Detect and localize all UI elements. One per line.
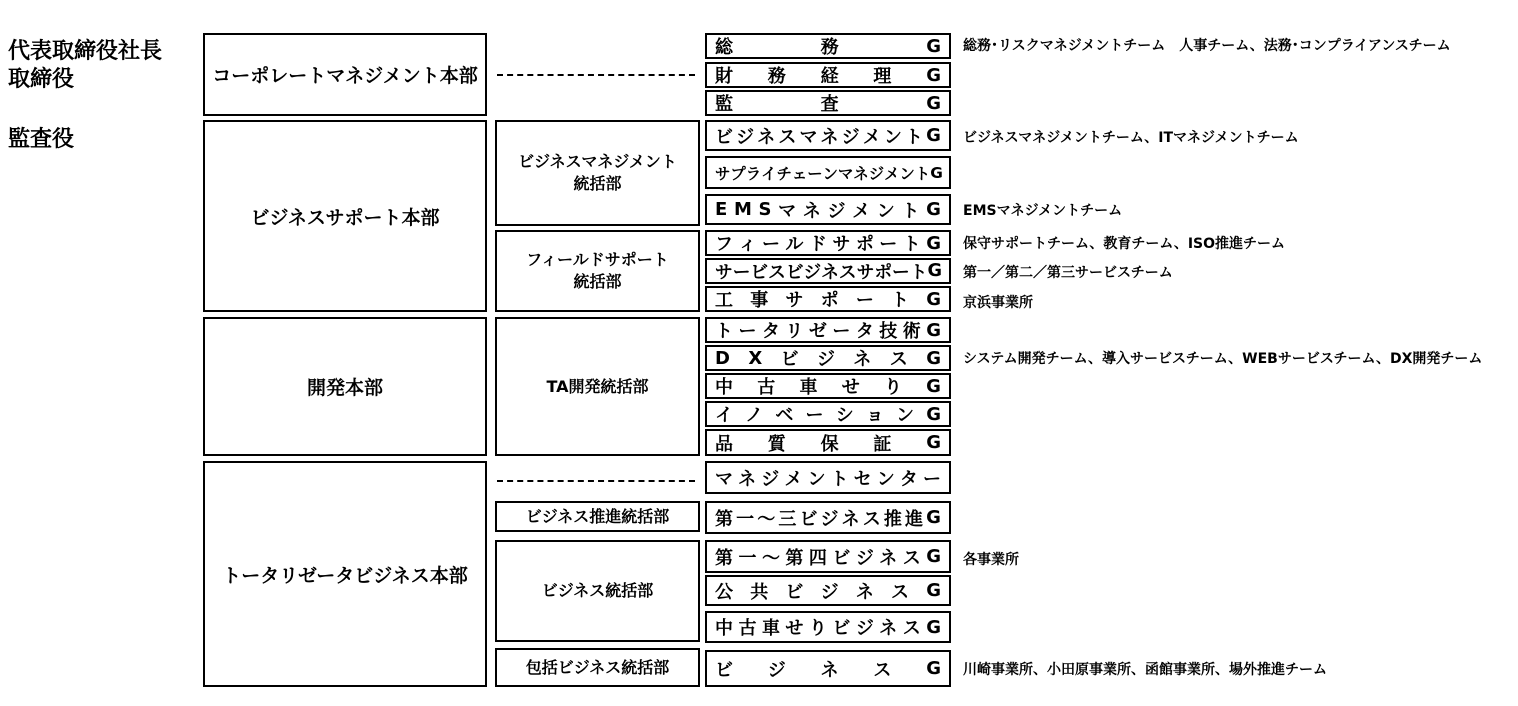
group-label-char: 経 (820, 66, 839, 87)
group-label-char: ノ (745, 405, 764, 426)
group-label-char: ポ (820, 290, 839, 311)
div-business-promotion-label: ビジネス推進統括部 (525, 506, 670, 526)
div-comprehensive-label: 包括ビジネス統括部 (525, 657, 670, 677)
group-label-char: メ (784, 468, 803, 490)
dashed-connector-corporate (497, 74, 695, 76)
group-business-promotion (705, 501, 951, 534)
group-label-char: 公 (715, 581, 733, 603)
group-label-char: 中 (715, 618, 733, 639)
group-label-char: ン (883, 126, 902, 148)
group-label-char: メ (884, 164, 900, 183)
group-label-char: S (758, 199, 772, 220)
group-ems-management (705, 194, 951, 225)
group-label-char: 推 (883, 508, 902, 530)
group-label-char: ビ (750, 262, 769, 283)
group-business (705, 650, 951, 687)
group-label-char: G (926, 403, 941, 425)
group-label-char: ビ (785, 262, 804, 283)
note-offices: 各事業所 (963, 552, 1019, 568)
group-label-char: G (926, 616, 941, 638)
group-label-char: ビ (715, 659, 733, 681)
group-label-char: ジ (820, 508, 839, 530)
group-label-char: ネ (879, 547, 898, 569)
group-label-char: G (926, 580, 941, 601)
group-label-char: 共 (750, 581, 769, 603)
group-label-char: ゼ (808, 321, 827, 342)
group-finance-accounting (705, 62, 951, 88)
group-label-char: ン (876, 468, 895, 490)
group-label-char: G (926, 35, 941, 57)
group-label-char: ェ (791, 164, 808, 183)
group-label-char: セ (853, 468, 872, 490)
div-business-management (495, 120, 700, 226)
group-service-business-support (705, 258, 951, 284)
note-ems: EMSマネジメントチーム (963, 203, 1123, 219)
group-totalizator-tech (705, 317, 951, 343)
group-label-char: フ (715, 234, 733, 255)
group-label-char: 一 (736, 508, 755, 530)
group-label-char: プ (730, 164, 746, 183)
group-label-char: ト (715, 321, 733, 342)
group-label-char: ジ (761, 468, 780, 490)
group-label-char: ネ (802, 200, 821, 222)
group-label-char: ジ (841, 126, 860, 148)
group-label-char: ト (902, 234, 921, 255)
group-label-char: G (926, 375, 941, 397)
group-label-char: ス (862, 508, 881, 530)
exec-president: 代表取締役社長 (8, 39, 163, 64)
group-label-char: ト (901, 200, 920, 222)
group-label-char: メ (862, 126, 881, 148)
group-label-char: ネ (757, 126, 776, 148)
group-innovation (705, 401, 951, 427)
group-label-char: ョ (865, 405, 884, 426)
group-quality-assurance (705, 429, 951, 456)
group-label-char: G (926, 125, 941, 146)
group-label-char: ジ (855, 618, 874, 639)
group-label-char: ビ (832, 618, 851, 639)
div-ta-development (495, 317, 700, 456)
group-label-char: 品 (715, 433, 733, 455)
group-label-char: ト (830, 468, 849, 490)
group-label-char: ネ (820, 659, 839, 681)
group-label-char: 監 (715, 94, 733, 115)
group-label-char: 保 (820, 433, 839, 455)
group-label-char: サ (856, 262, 875, 283)
note-business-management: ビジネスマネジメントチーム、ITマネジメントチーム (963, 130, 1299, 146)
div-business-management-line2: 統括部 (573, 174, 622, 193)
group-label-char: G (926, 432, 941, 453)
group-label-char: ネ (853, 164, 869, 183)
group-label-char: ベ (775, 405, 794, 426)
div-business-label: ビジネス統括部 (541, 581, 654, 601)
hq-corporate (203, 33, 487, 116)
group-label-char: ジ (868, 164, 885, 183)
group-label-char: メ (852, 200, 871, 222)
group-label-char: G (926, 507, 941, 528)
group-label-char: 査 (820, 94, 839, 115)
group-general-affairs (705, 33, 951, 59)
div-business (495, 540, 700, 642)
group-first-to-fourth-business (705, 540, 951, 573)
group-label-char: ジ (820, 581, 839, 603)
div-comprehensive (495, 648, 700, 687)
note-service-business: 第一／第二／第三サービスチーム (963, 265, 1173, 281)
note-construction: 京浜事業所 (963, 295, 1033, 311)
group-label-char: M (733, 199, 752, 220)
exec-director: 取締役 (8, 67, 75, 92)
group-label-char: ビ (832, 547, 851, 569)
group-label-char: ン (899, 164, 915, 183)
group-label-char: 古 (757, 377, 776, 398)
group-label-char: ス (838, 262, 857, 283)
group-label-char: ト (914, 164, 931, 183)
group-label-char: せ (841, 377, 860, 398)
note-field-support: 保守サポートチーム、教育チーム、ISO推進チーム (963, 236, 1286, 252)
group-label-char: 古 (738, 618, 757, 639)
group-label-char: ビ (799, 508, 818, 530)
group-label-char: ス (902, 547, 921, 569)
group-label-char: 第 (715, 547, 733, 569)
group-label-char: マ (778, 200, 797, 222)
group-label-char: G (926, 347, 941, 369)
group-label-char: 理 (873, 66, 892, 87)
group-label-char: イ (715, 405, 733, 426)
group-label-char: ー (761, 234, 780, 255)
group-label-char: G (926, 199, 941, 220)
group-label-char: ン (896, 405, 915, 426)
group-label-char: り (883, 377, 902, 398)
group-dx-business (705, 345, 951, 371)
group-field-support (705, 230, 951, 256)
div-business-management-line1: ビジネスマネジメント (518, 152, 677, 172)
group-label-char: 総 (715, 37, 733, 58)
group-label-char: ー (879, 234, 898, 255)
group-label-char: サ (715, 164, 731, 183)
group-label-char: ネ (738, 468, 757, 490)
group-label-char: ン (876, 200, 895, 222)
group-label-char: せ (785, 618, 804, 639)
group-label-char: G (926, 319, 941, 341)
div-field-support (495, 230, 700, 312)
group-label-char: 財 (715, 66, 733, 87)
group-label-char: ネ (820, 126, 839, 148)
group-label-char: サ (785, 290, 804, 311)
group-label-char: ラ (745, 164, 762, 183)
hq-business-support (203, 120, 487, 312)
group-label-char: G (926, 546, 941, 567)
group-label-char: ー (832, 321, 851, 342)
group-label-char: ジ (736, 126, 755, 148)
group-label-char: G (926, 658, 941, 679)
group-label-char: G (926, 92, 941, 114)
group-label-char: ス (768, 262, 786, 283)
exec-auditor: 監査役 (8, 127, 75, 152)
group-label-char: ジ (803, 262, 822, 283)
group-label-char: ポ (874, 262, 893, 283)
group-label-char: チ (776, 164, 792, 183)
group-label-char: 工 (715, 290, 733, 311)
group-label-char: ド (808, 234, 827, 255)
group-label-char: ネ (841, 508, 860, 530)
group-label-char: ル (785, 234, 804, 255)
group-label-char: ー (805, 405, 824, 426)
group-label-char: タ (761, 321, 780, 342)
hq-total-reseller (203, 461, 487, 687)
group-label-char: ト (904, 126, 923, 148)
group-label-char: ジ (827, 200, 846, 222)
div-business-promotion (495, 501, 700, 532)
group-label-char: タ (855, 321, 874, 342)
group-label-char: ス (873, 659, 892, 681)
group-label-char: D (715, 347, 730, 369)
group-label-char: マ (838, 164, 854, 183)
group-label-char: G (930, 163, 943, 182)
group-label-char: ジ (817, 349, 836, 370)
group-label-char: G (926, 288, 941, 310)
group-label-char: 進 (904, 508, 923, 530)
group-used-car-auction (705, 373, 951, 399)
group-label-char: ト (891, 290, 910, 311)
group-label-char: 車 (799, 377, 818, 398)
group-label-char: ジ (855, 547, 874, 569)
group-label-char: マ (799, 126, 818, 148)
hq-total-reseller-label: トータリゼータビジネス本部 (222, 564, 468, 587)
group-label-char: ポ (855, 234, 874, 255)
group-label-char: G (926, 64, 941, 86)
group-audit (705, 90, 951, 116)
group-label-char: ～ (757, 508, 776, 530)
group-management-center (705, 461, 951, 494)
group-label-char: ー (855, 290, 874, 311)
note-development-teams: システム開発チーム、導入サービスチーム、WEBサービスチーム、DX開発チーム (963, 351, 1483, 367)
hq-business-support-label: ビジネスサポート本部 (250, 206, 440, 229)
group-label-char: ビ (715, 126, 733, 148)
group-label-char: 証 (873, 433, 892, 455)
note-comprehensive-offices: 川崎事業所、小田原事業所、函館事業所、場外推進チーム (963, 662, 1327, 678)
group-label-char: 車 (761, 618, 780, 639)
group-label-char: ト (909, 262, 928, 283)
group-label-char: マ (715, 468, 733, 490)
group-label-char: イ (761, 164, 777, 183)
group-label-char: ス (778, 126, 797, 148)
group-label-char: タ (899, 468, 918, 490)
group-label-char: リ (785, 321, 804, 342)
div-ta-development-label: TA開発統括部 (546, 376, 649, 396)
group-label-char: ー (892, 262, 910, 283)
group-label-char: ー (738, 321, 757, 342)
group-label-char: 第 (715, 508, 733, 530)
group-label-char: ジ (767, 659, 786, 681)
group-label-char: ン (807, 468, 826, 490)
group-label-char: 務 (767, 66, 786, 87)
group-label-char: サ (715, 262, 733, 283)
group-label-char: 務 (820, 37, 839, 58)
group-label-char: 質 (767, 433, 786, 455)
group-label-char: G (927, 261, 942, 281)
group-label-char: ス (889, 349, 908, 370)
group-label-char: 技 (879, 321, 898, 342)
div-field-support-line2: 統括部 (573, 272, 622, 291)
group-label-char: 一 (738, 547, 757, 569)
group-label-char: 術 (902, 321, 921, 342)
group-label-char: ネ (853, 349, 872, 370)
group-label-char: ネ (855, 581, 874, 603)
group-label-char: ス (891, 581, 910, 603)
group-label-char: X (748, 347, 763, 369)
div-field-support-line1: フィールドサポート (526, 250, 669, 270)
group-label-char: り (808, 618, 827, 639)
group-label-char: 四 (808, 547, 827, 569)
group-label-char: G (926, 232, 941, 254)
group-label-char: ネ (821, 262, 839, 283)
hq-development (203, 317, 487, 456)
group-label-char: ー (807, 164, 823, 183)
note-general-affairs: 総務･リスクマネジメントチーム 人事チーム、法務･コンプライアンスチーム (963, 38, 1451, 54)
group-supply-chain (705, 156, 951, 189)
hq-development-label: 開発本部 (306, 377, 383, 399)
group-used-car-auction-business (705, 611, 951, 643)
dashed-connector-management-center (497, 480, 695, 482)
group-label-char: ー (732, 262, 751, 283)
group-label-char: ー (922, 468, 941, 490)
group-label-char: ビ (785, 581, 804, 603)
group-public-business (705, 575, 951, 606)
group-construction-support (705, 286, 951, 312)
group-label-char: 第 (785, 547, 804, 569)
group-label-char: ネ (879, 618, 898, 639)
group-business-management (705, 120, 951, 151)
group-label-char: ィ (738, 234, 757, 255)
group-label-char: ス (902, 618, 921, 639)
group-label-char: サ (832, 234, 851, 255)
group-label-char: シ (835, 405, 854, 426)
group-label-char: E (715, 199, 728, 220)
group-label-char: 事 (750, 290, 769, 311)
group-label-char: 中 (715, 377, 733, 398)
group-label-char: ～ (761, 547, 780, 569)
group-label-char: ビ (780, 349, 799, 370)
group-label-char: ン (822, 164, 838, 183)
group-label-char: 三 (778, 508, 797, 530)
hq-corporate-label: コーポレートマネジメント本部 (212, 65, 478, 87)
